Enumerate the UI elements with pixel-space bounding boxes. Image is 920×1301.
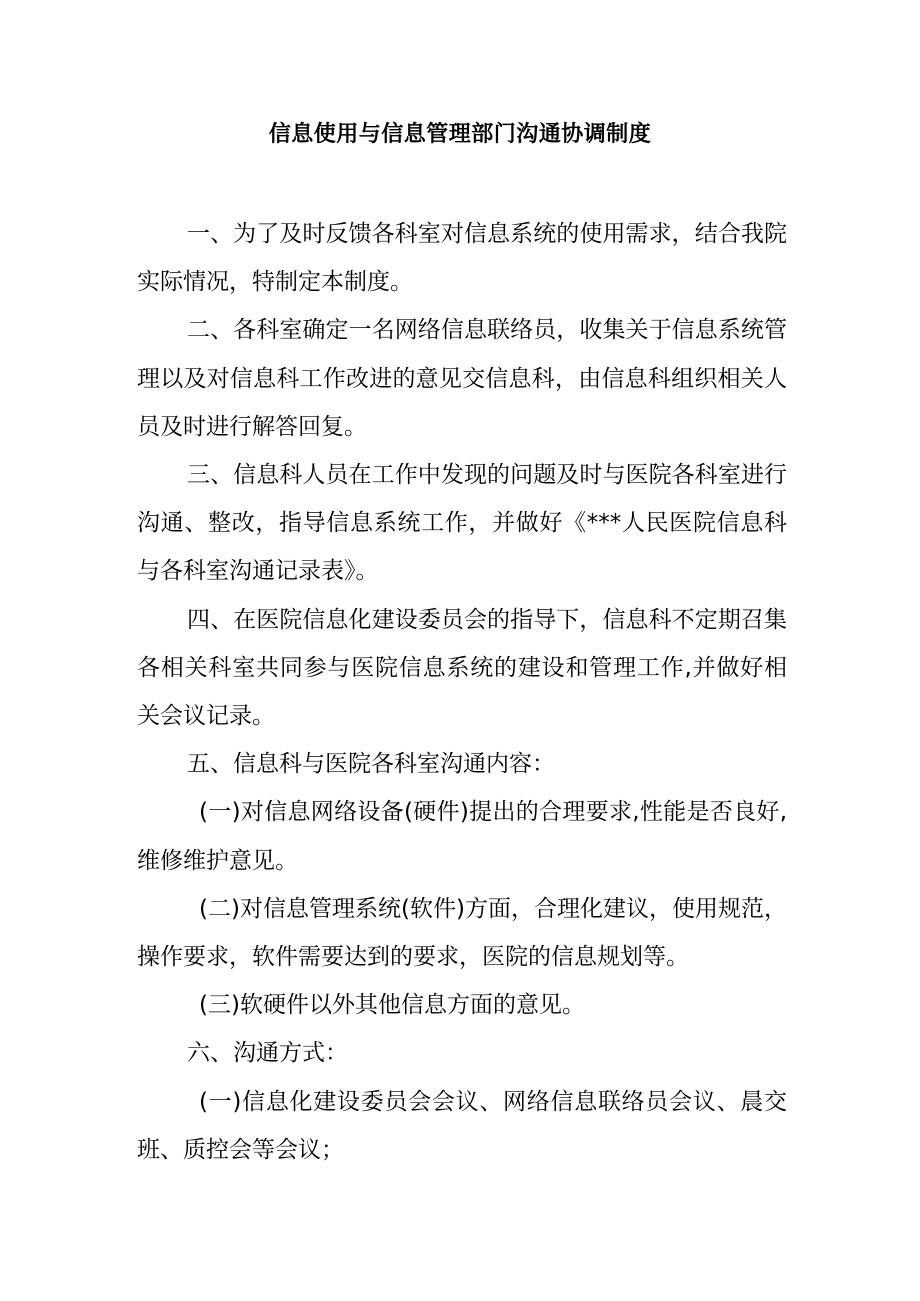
paragraph-liaison: 二、各科室确定一名网络信息联络员，收集关于信息系统管理以及对信息科工作改进的意见交信息科，由信息科组织相关人员及时进行解答回复。 xyxy=(137,317,787,440)
document-body xyxy=(137,210,787,1174)
paragraph-meetings: (一)信息化建设委员会会议、网络信息联络员会议、晨交班、质控会等会议； xyxy=(137,1088,787,1163)
paragraph-content-heading: 五、信息科与医院各科室沟通内容： xyxy=(187,751,555,778)
paragraph-purpose: 一、为了及时反馈各科室对信息系统的使用需求，结合我院实际情况，特制定本制度。 xyxy=(137,221,787,296)
paragraph-communication-record: 三、信息科人员在工作中发现的问题及时与医院各科室进行沟通、整改，指导信息系统工作，并做好《***人民医院信息科与各科室沟通记录表》。 xyxy=(137,462,787,585)
paragraph-hardware: (一)对信息网络设备(硬件)提出的合理要求,性能是否良好,维修维护意见。 xyxy=(137,799,787,874)
paragraph-software: (二)对信息管理系统(软件)方面，合理化建议，使用规范，操作要求，软件需要达到的要求，医院的信息规划等。 xyxy=(137,895,787,971)
paragraph-other: (三)软硬件以外其他信息方面的意见。 xyxy=(199,992,585,1019)
paragraph-committee: 四、在医院信息化建设委员会的指导下，信息科不定期召集各相关科室共同参与医院信息系统的建设和管理工作,并做好相关会议记录。 xyxy=(137,606,787,730)
document-title: 信息使用与信息管理部门沟通协调制度 xyxy=(268,122,652,147)
paragraph-methods-heading: 六、沟通方式： xyxy=(187,1040,348,1067)
